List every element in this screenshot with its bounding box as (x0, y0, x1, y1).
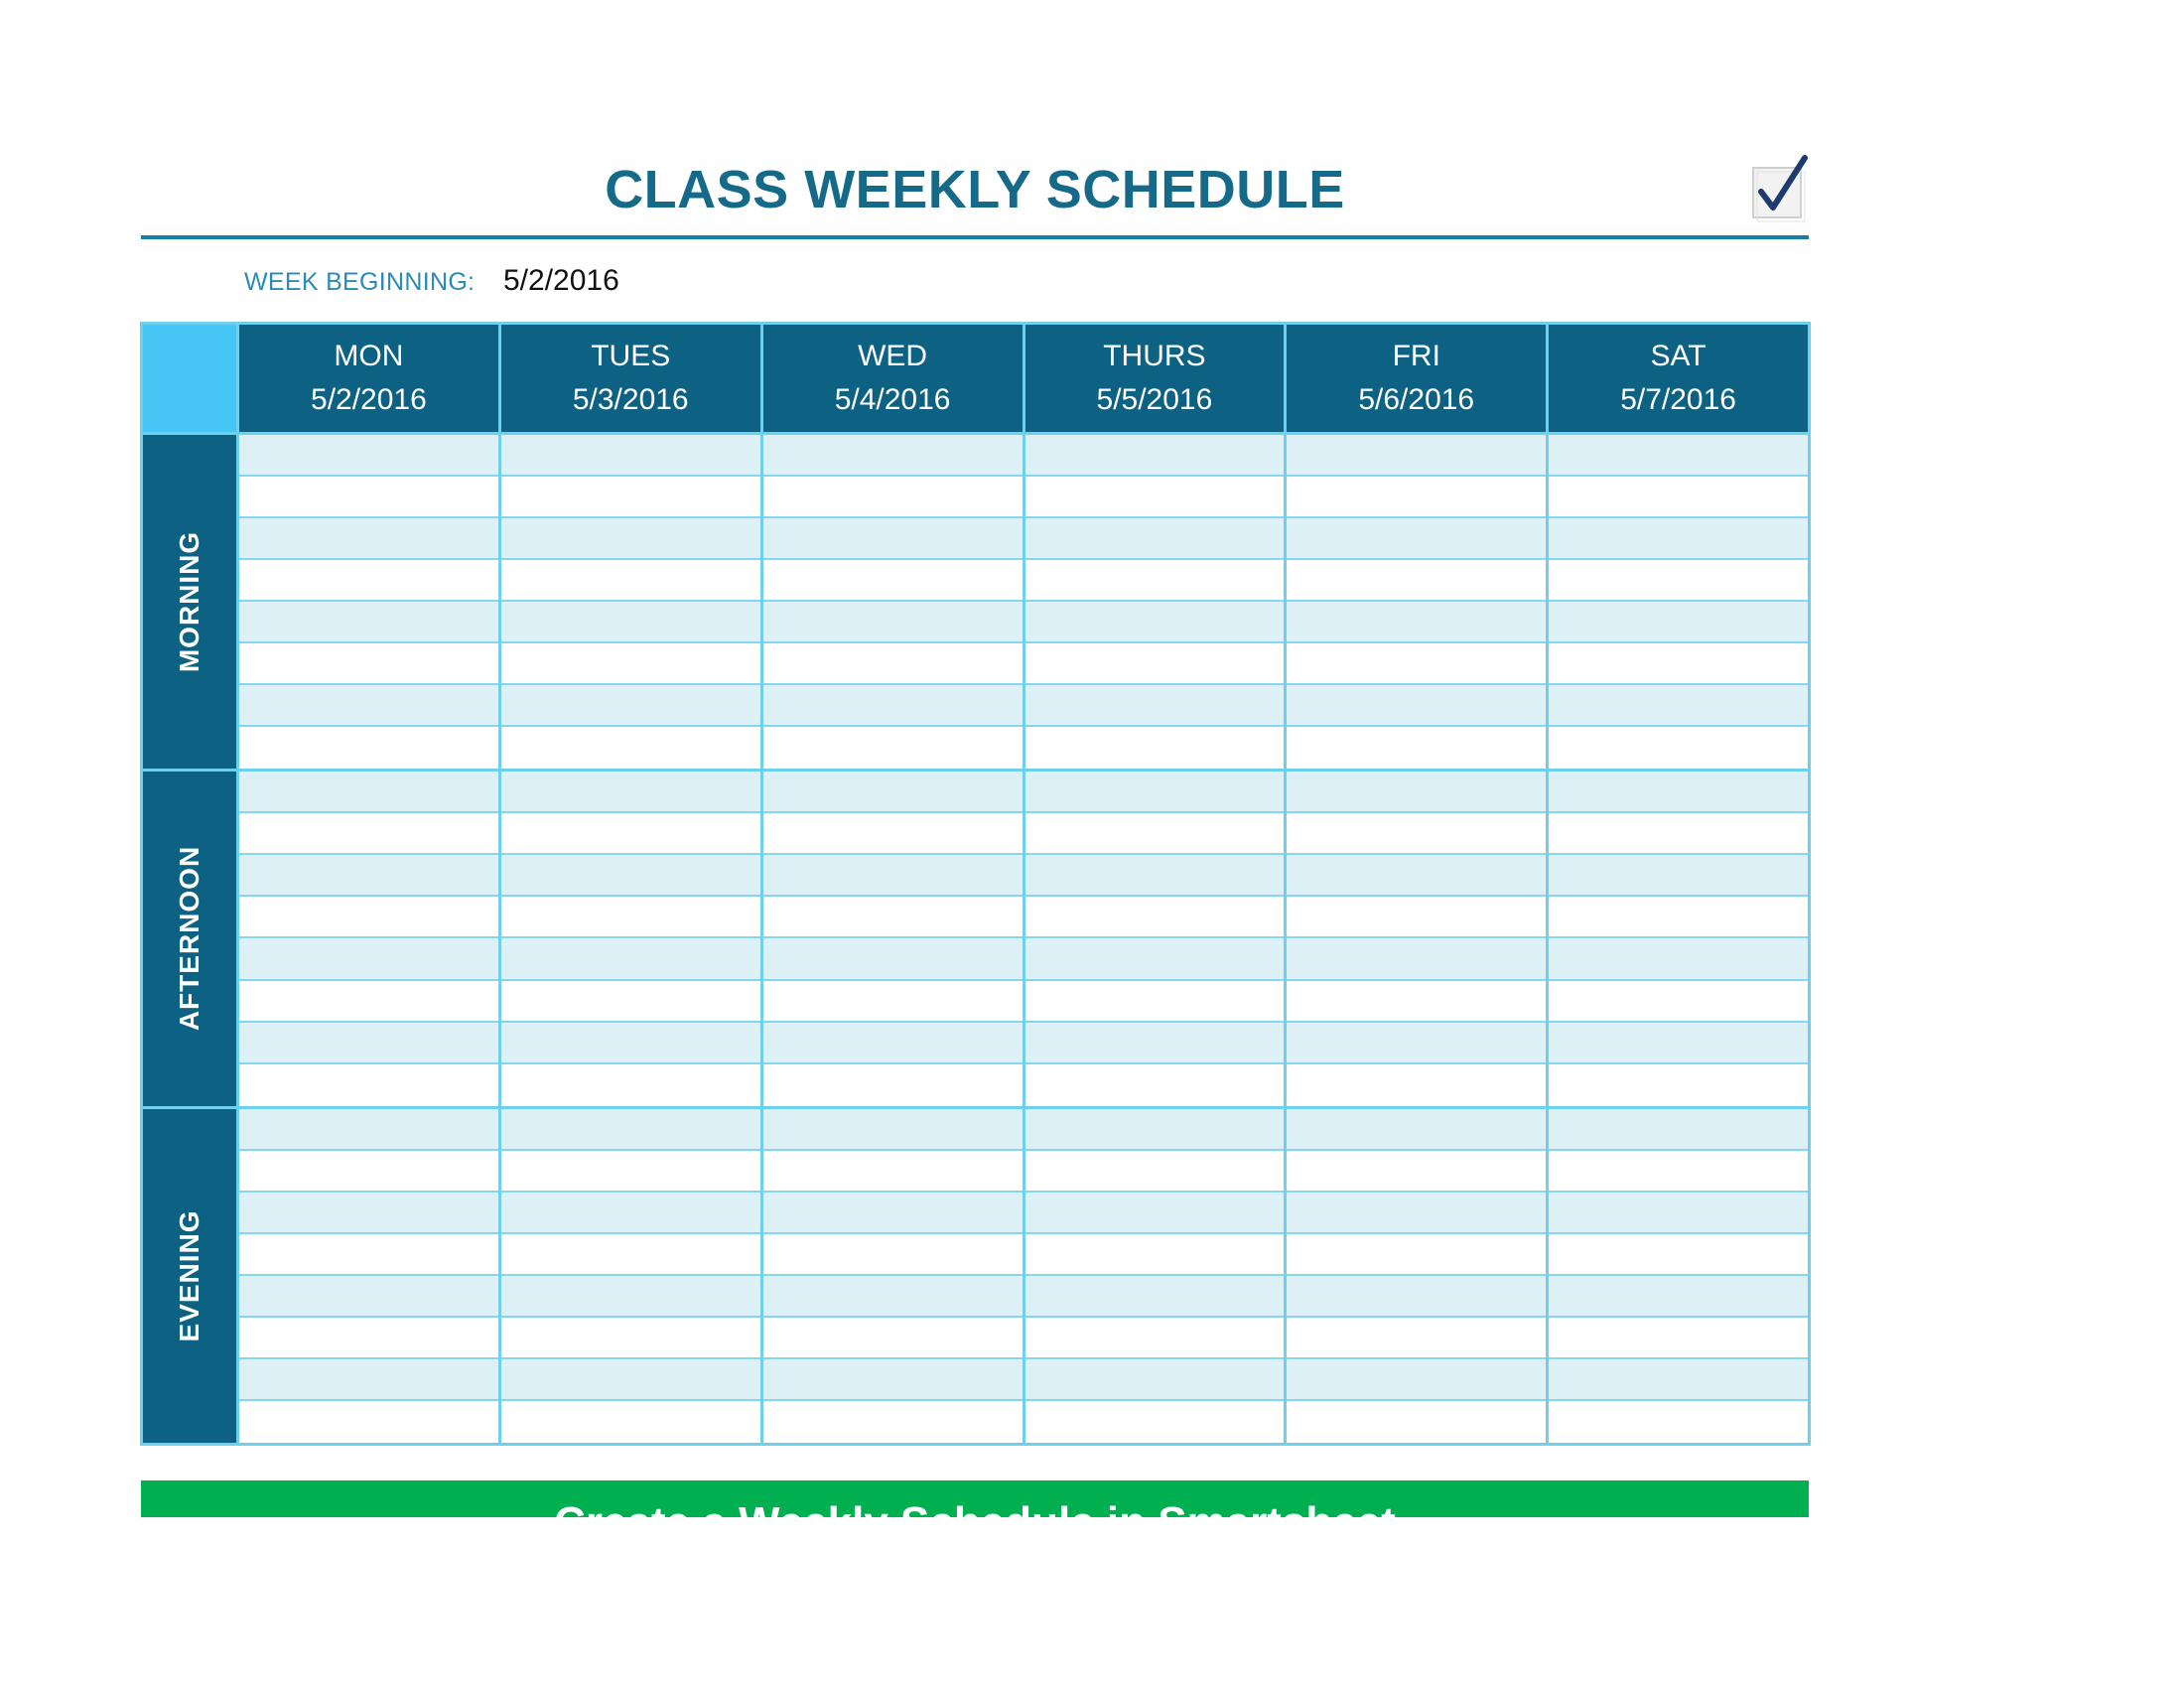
schedule-cell[interactable] (763, 813, 1023, 855)
day-header-fri (1284, 325, 1546, 432)
day-column-thurs (1023, 435, 1285, 769)
schedule-cell[interactable] (763, 981, 1023, 1023)
schedule-cell[interactable] (239, 518, 498, 560)
schedule-cell[interactable] (763, 1023, 1023, 1064)
schedule-cell[interactable] (763, 518, 1023, 560)
schedule-cell[interactable] (501, 685, 760, 727)
schedule-cell[interactable] (1549, 1234, 1808, 1276)
schedule-body (143, 432, 1808, 1443)
schedule-cell[interactable] (1025, 518, 1285, 560)
schedule-cell[interactable] (501, 981, 760, 1023)
day-date: 5/7/2016 (1620, 383, 1736, 416)
period-evening (143, 1106, 1808, 1443)
banner-text[interactable]: Create a Weekly Schedule in Smartsheet (554, 1498, 1396, 1547)
schedule-cell[interactable] (1025, 643, 1285, 685)
day-column-fri (1284, 1109, 1546, 1443)
schedule-cell[interactable] (1549, 435, 1808, 477)
day-column-thurs (1023, 772, 1285, 1105)
schedule-cell[interactable] (1287, 1109, 1546, 1151)
schedule-cell[interactable] (239, 1064, 498, 1106)
schedule-cell[interactable] (501, 643, 760, 685)
schedule-cell[interactable] (239, 1023, 498, 1064)
schedule-cell[interactable] (1287, 602, 1546, 643)
schedule-cell[interactable] (1025, 813, 1285, 855)
schedule-cell[interactable] (1287, 938, 1546, 980)
day-column-sat (1546, 772, 1808, 1105)
schedule-cell[interactable] (1025, 1023, 1285, 1064)
schedule-cell[interactable] (239, 727, 498, 769)
checkmark-icon (1749, 154, 1811, 221)
schedule-cell[interactable] (1549, 1276, 1808, 1318)
schedule-cell[interactable] (763, 477, 1023, 518)
title-divider (141, 235, 1809, 239)
schedule-cell[interactable] (1549, 1023, 1808, 1064)
schedule-cell[interactable] (1287, 1193, 1546, 1234)
schedule-cell[interactable] (501, 1359, 760, 1401)
schedule-cell[interactable] (239, 1234, 498, 1276)
day-date: 5/3/2016 (572, 383, 689, 416)
schedule-cell[interactable] (501, 602, 760, 643)
week-beginning-label: WEEK BEGINNING: (244, 268, 476, 296)
schedule-cell[interactable] (763, 855, 1023, 897)
schedule-cell[interactable] (239, 643, 498, 685)
schedule-cell[interactable] (1549, 1064, 1808, 1106)
schedule-cell[interactable] (1549, 981, 1808, 1023)
schedule-cell[interactable] (1025, 560, 1285, 602)
schedule-cell[interactable] (1287, 1401, 1546, 1443)
schedule-cell[interactable] (1549, 602, 1808, 643)
schedule-cell[interactable] (763, 1401, 1023, 1443)
schedule-cell[interactable] (1287, 855, 1546, 897)
schedule-cell[interactable] (1287, 1023, 1546, 1064)
week-beginning-value[interactable]: 5/2/2016 (503, 264, 619, 297)
schedule-cell[interactable] (1025, 1234, 1285, 1276)
schedule-cell[interactable] (1025, 602, 1285, 643)
schedule-cell[interactable] (1287, 981, 1546, 1023)
day-column-fri (1284, 772, 1546, 1105)
period-label-afternoon (143, 772, 236, 1105)
schedule-cell[interactable] (501, 1401, 760, 1443)
schedule-cell[interactable] (239, 1401, 498, 1443)
schedule-cell[interactable] (501, 1023, 760, 1064)
day-column-tues (498, 772, 760, 1105)
schedule-cell[interactable] (1025, 1064, 1285, 1106)
schedule-cell[interactable] (1025, 727, 1285, 769)
schedule-cell[interactable] (501, 772, 760, 813)
day-name: THURS (1103, 340, 1206, 372)
day-column-thurs (1023, 1109, 1285, 1443)
period-label-text: EVENING (174, 1209, 205, 1342)
schedule-cell[interactable] (763, 602, 1023, 643)
schedule-cell[interactable] (1287, 1234, 1546, 1276)
schedule-cell[interactable] (501, 813, 760, 855)
schedule-cell[interactable] (1025, 1276, 1285, 1318)
period-label-evening (143, 1109, 236, 1443)
schedule-cell[interactable] (501, 560, 760, 602)
schedule-cell[interactable] (763, 560, 1023, 602)
schedule-cell[interactable] (1549, 643, 1808, 685)
schedule-cell[interactable] (239, 772, 498, 813)
schedule-cell[interactable] (763, 897, 1023, 938)
day-column-sat (1546, 1109, 1808, 1443)
day-header-thurs (1023, 325, 1285, 432)
schedule-cell[interactable] (1287, 1276, 1546, 1318)
schedule-cell[interactable] (1549, 477, 1808, 518)
schedule-cell[interactable] (1549, 1109, 1808, 1151)
schedule-cell[interactable] (501, 1234, 760, 1276)
schedule-cell[interactable] (501, 938, 760, 980)
schedule-cell[interactable] (501, 435, 760, 477)
schedule-cell[interactable] (763, 1359, 1023, 1401)
period-label-text: AFTERNOON (174, 846, 205, 1032)
schedule-cell[interactable] (239, 1359, 498, 1401)
day-name: SAT (1650, 340, 1706, 372)
schedule-cell[interactable] (501, 897, 760, 938)
schedule-cell[interactable] (763, 643, 1023, 685)
day-header-mon (236, 325, 498, 432)
schedule-cell[interactable] (1025, 477, 1285, 518)
schedule-cell[interactable] (239, 1109, 498, 1151)
schedule-cell[interactable] (239, 477, 498, 518)
schedule-cell[interactable] (1549, 897, 1808, 938)
day-date: 5/6/2016 (1358, 383, 1475, 416)
schedule-cell[interactable] (501, 1151, 760, 1193)
day-column-mon (236, 1109, 498, 1443)
schedule-cell[interactable] (1549, 727, 1808, 769)
day-column-mon (236, 772, 498, 1105)
period-label-morning (143, 435, 236, 769)
schedule-cell[interactable] (1025, 981, 1285, 1023)
period-morning (143, 432, 1808, 769)
schedule-cell[interactable] (1287, 685, 1546, 727)
schedule-cell[interactable] (763, 1276, 1023, 1318)
day-date: 5/5/2016 (1096, 383, 1213, 416)
schedule-cell[interactable] (1287, 727, 1546, 769)
schedule-cell[interactable] (239, 1193, 498, 1234)
schedule-cell[interactable] (239, 897, 498, 938)
schedule-cell[interactable] (1549, 1359, 1808, 1401)
schedule-cell[interactable] (1025, 772, 1285, 813)
schedule-cell[interactable] (1549, 1193, 1808, 1234)
schedule-cell[interactable] (239, 1151, 498, 1193)
schedule-cell[interactable] (1549, 1401, 1808, 1443)
day-name: MON (334, 340, 404, 372)
schedule-cell[interactable] (763, 727, 1023, 769)
schedule-cell[interactable] (501, 1109, 760, 1151)
schedule-cell[interactable] (763, 938, 1023, 980)
schedule-cell[interactable] (501, 855, 760, 897)
schedule-cell[interactable] (239, 1318, 498, 1359)
schedule-cell[interactable] (1549, 685, 1808, 727)
schedule-cell[interactable] (1549, 560, 1808, 602)
schedule-cell[interactable] (501, 1318, 760, 1359)
day-name: FRI (1392, 340, 1440, 372)
day-column-wed (760, 772, 1023, 1105)
schedule-cell[interactable] (1287, 897, 1546, 938)
schedule-cell[interactable] (239, 435, 498, 477)
schedule-cell[interactable] (501, 477, 760, 518)
schedule-cell[interactable] (1287, 1359, 1546, 1401)
day-column-wed (760, 435, 1023, 769)
schedule-cell[interactable] (1025, 1151, 1285, 1193)
schedule-cell[interactable] (1549, 855, 1808, 897)
schedule-cell[interactable] (763, 1064, 1023, 1106)
day-header-sat (1546, 325, 1808, 432)
day-column-mon (236, 435, 498, 769)
schedule-cell[interactable] (763, 1318, 1023, 1359)
schedule-cell[interactable] (1287, 560, 1546, 602)
day-column-tues (498, 435, 760, 769)
schedule-grid (140, 322, 1811, 1446)
day-column-fri (1284, 435, 1546, 769)
schedule-cell[interactable] (763, 435, 1023, 477)
schedule-cell[interactable] (239, 813, 498, 855)
schedule-cell[interactable] (1549, 772, 1808, 813)
period-afternoon (143, 769, 1808, 1105)
schedule-cell[interactable] (1549, 518, 1808, 560)
schedule-cell[interactable] (501, 1276, 760, 1318)
smartsheet-banner[interactable] (141, 1480, 1809, 1547)
schedule-cell[interactable] (1287, 1318, 1546, 1359)
schedule-cell[interactable] (1025, 1193, 1285, 1234)
schedule-cell[interactable] (763, 772, 1023, 813)
schedule-cell[interactable] (1025, 897, 1285, 938)
schedule-cell[interactable] (239, 560, 498, 602)
header-corner (143, 325, 236, 432)
day-date: 5/4/2016 (834, 383, 951, 416)
page-title: CLASS WEEKLY SCHEDULE (605, 160, 1345, 219)
schedule-cell[interactable] (239, 981, 498, 1023)
day-name: TUES (591, 340, 671, 372)
schedule-cell[interactable] (239, 938, 498, 980)
schedule-cell[interactable] (239, 685, 498, 727)
day-date: 5/2/2016 (311, 383, 427, 416)
schedule-cell[interactable] (1025, 685, 1285, 727)
schedule-cell[interactable] (239, 855, 498, 897)
schedule-cell[interactable] (1549, 813, 1808, 855)
schedule-cell[interactable] (1025, 1401, 1285, 1443)
schedule-cell[interactable] (1287, 1064, 1546, 1106)
schedule-cell[interactable] (1025, 938, 1285, 980)
schedule-cell[interactable] (763, 1193, 1023, 1234)
schedule-cell[interactable] (1549, 1318, 1808, 1359)
schedule-cell[interactable] (763, 1109, 1023, 1151)
day-header-wed (760, 325, 1023, 432)
schedule-cell[interactable] (239, 1276, 498, 1318)
schedule-cell[interactable] (763, 1151, 1023, 1193)
schedule-cell[interactable] (1287, 643, 1546, 685)
schedule-cell[interactable] (1287, 477, 1546, 518)
day-column-tues (498, 1109, 760, 1443)
schedule-cell[interactable] (1549, 938, 1808, 980)
schedule-cell[interactable] (1025, 855, 1285, 897)
schedule-cell[interactable] (1287, 518, 1546, 560)
schedule-cell[interactable] (1025, 1359, 1285, 1401)
schedule-cell[interactable] (1287, 435, 1546, 477)
day-name: WED (858, 340, 928, 372)
schedule-cell[interactable] (501, 1193, 760, 1234)
day-column-sat (1546, 435, 1808, 769)
schedule-cell[interactable] (1025, 435, 1285, 477)
schedule-cell[interactable] (763, 685, 1023, 727)
period-label-text: MORNING (174, 530, 205, 673)
schedule-cell[interactable] (1549, 1151, 1808, 1193)
schedule-cell[interactable] (501, 1064, 760, 1106)
schedule-cell[interactable] (501, 727, 760, 769)
schedule-cell[interactable] (1287, 772, 1546, 813)
schedule-cell[interactable] (1287, 813, 1546, 855)
schedule-cell[interactable] (1025, 1109, 1285, 1151)
schedule-cell[interactable] (1025, 1318, 1285, 1359)
day-header-tues (498, 325, 760, 432)
schedule-cell[interactable] (501, 518, 760, 560)
day-column-wed (760, 1109, 1023, 1443)
schedule-cell[interactable] (1287, 1151, 1546, 1193)
schedule-cell[interactable] (763, 1234, 1023, 1276)
schedule-cell[interactable] (239, 602, 498, 643)
